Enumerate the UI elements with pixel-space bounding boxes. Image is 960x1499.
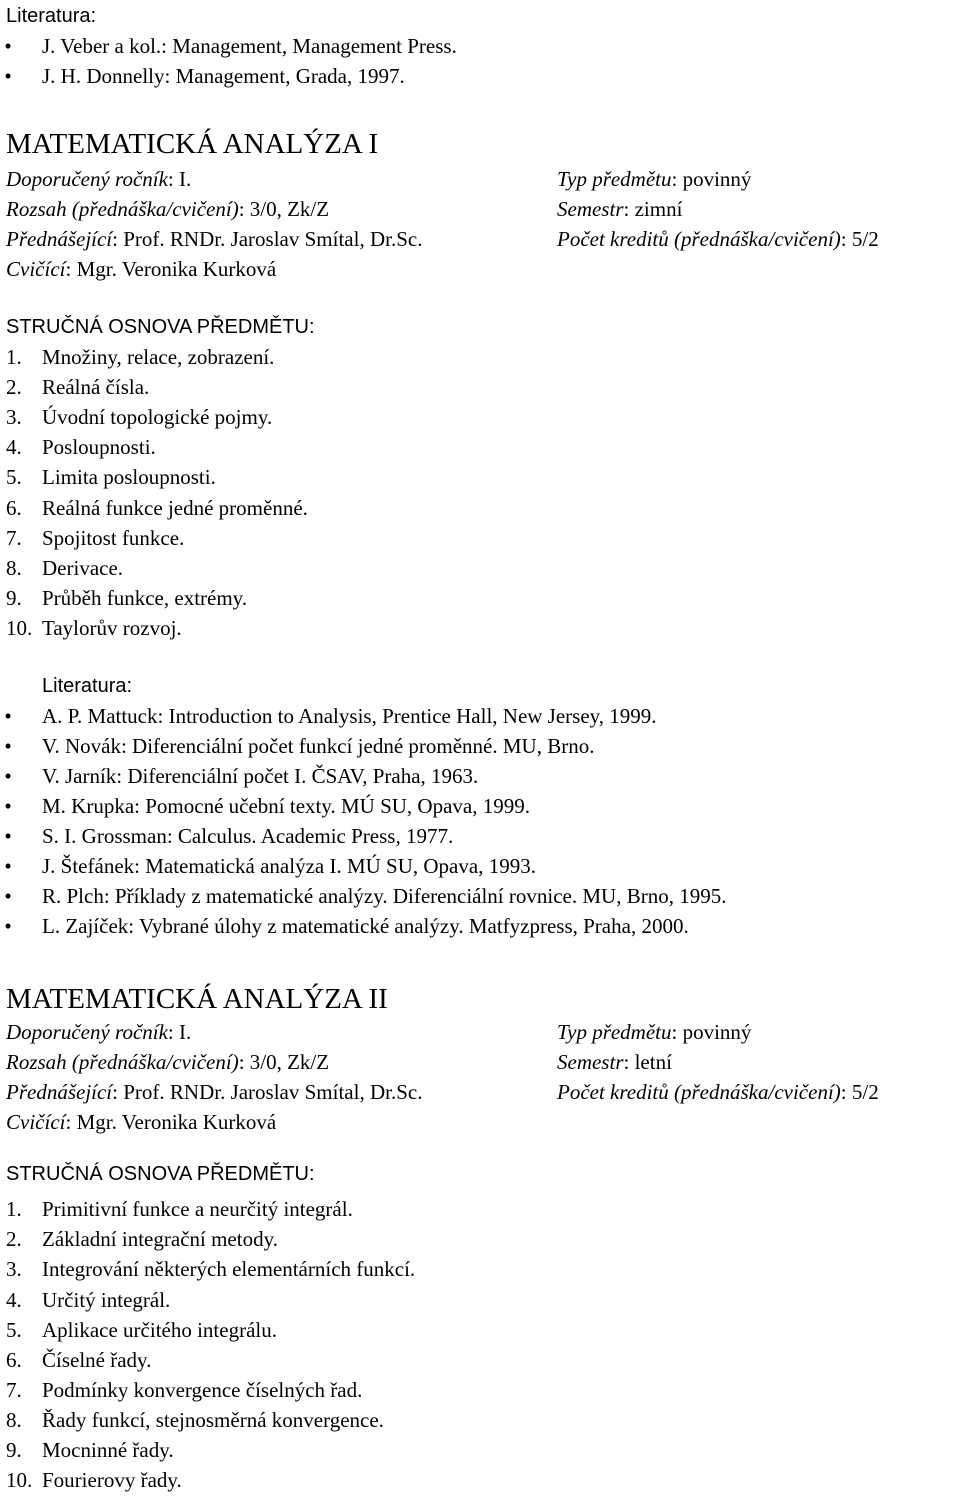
course2-credits: Počet kreditů (přednáška/cvičení): 5/2 bbox=[557, 1080, 879, 1104]
course2-outline-heading: STRUČNÁ OSNOVA PŘEDMĚTU: bbox=[6, 1163, 315, 1185]
outline-item: 6. Reálná funkce jedné proměnné. bbox=[6, 496, 308, 520]
list-item: • S. I. Grossman: Calculus. Academic Press, 1977. bbox=[4, 824, 454, 848]
course1-year: Doporučený ročník: I. bbox=[6, 167, 192, 191]
course2-range: Rozsah (přednáška/cvičení): 3/0, Zk/Z bbox=[6, 1050, 330, 1074]
course2-tutor: Cvičící: Mgr. Veronika Kurková bbox=[6, 1110, 277, 1134]
bullet-icon: • bbox=[4, 914, 12, 938]
outline-item: 8. Řady funkcí, stejnosměrná konvergence. bbox=[6, 1408, 384, 1432]
course2-lecturer: Přednášející: Prof. RNDr. Jaroslav Smítal, Dr.Sc. bbox=[6, 1080, 423, 1104]
outline-item: 10. Taylorův rozvoj. bbox=[6, 616, 182, 640]
outline-item: 3. Úvodní topologické pojmy. bbox=[6, 405, 273, 429]
course1-literature-heading: Literatura: bbox=[42, 675, 133, 697]
list-item: • L. Zajíček: Vybrané úlohy z matematické analýzy. Matfyzpress, Praha, 2000. bbox=[4, 914, 689, 938]
course2-type: Typ předmětu: povinný bbox=[557, 1020, 752, 1044]
outline-item: 5. Aplikace určitého integrálu. bbox=[6, 1318, 277, 1342]
bullet-icon: • bbox=[4, 794, 12, 818]
outline-item: 9. Mocninné řady. bbox=[6, 1438, 174, 1462]
list-item: • V. Novák: Diferenciální počet funkcí jedné proměnné. MU, Brno. bbox=[4, 734, 595, 758]
outline-item: 9. Průběh funkce, extrémy. bbox=[6, 586, 248, 610]
outline-item: 8. Derivace. bbox=[6, 556, 124, 580]
bullet-icon: • bbox=[4, 34, 12, 58]
outline-item: 6. Číselné řady. bbox=[6, 1348, 152, 1372]
bullet-icon: • bbox=[4, 64, 12, 88]
list-item: • V. Jarník: Diferenciální počet I. ČSAV, Praha, 1963. bbox=[4, 764, 479, 788]
outline-item: 4. Posloupnosti. bbox=[6, 435, 156, 459]
bullet-icon: • bbox=[4, 764, 12, 788]
bullet-icon: • bbox=[4, 854, 12, 878]
outline-item: 4. Určitý integrál. bbox=[6, 1288, 171, 1312]
course2-semester: Semestr: letní bbox=[557, 1050, 672, 1074]
list-item: • R. Plch: Příklady z matematické analýzy. Diferenciální rovnice. MU, Brno, 1995. bbox=[4, 884, 727, 908]
course1-semester: Semestr: zimní bbox=[557, 197, 683, 221]
bullet-icon: • bbox=[4, 884, 12, 908]
list-item: • J. Veber a kol.: Management, Management Press. bbox=[4, 34, 457, 58]
list-item: • J. Štefánek: Matematická analýza I. MÚ SU, Opava, 1993. bbox=[4, 854, 536, 878]
top-literature-heading: Literatura: bbox=[6, 5, 97, 27]
outline-item: 2. Základní integrační metody. bbox=[6, 1227, 278, 1251]
outline-item: 2. Reálná čísla. bbox=[6, 375, 150, 399]
outline-item: 1. Primitivní funkce a neurčitý integrál. bbox=[6, 1197, 353, 1221]
bullet-icon: • bbox=[4, 734, 12, 758]
outline-item: 1. Množiny, relace, zobrazení. bbox=[6, 345, 275, 369]
course1-lecturer: Přednášející: Prof. RNDr. Jaroslav Smítal, Dr.Sc. bbox=[6, 227, 423, 251]
course1-title: MATEMATICKÁ ANALÝZA I bbox=[6, 128, 379, 160]
list-item: • J. H. Donnelly: Management, Grada, 1997. bbox=[4, 64, 405, 88]
course1-outline-heading: STRUČNÁ OSNOVA PŘEDMĚTU: bbox=[6, 316, 315, 338]
course1-type: Typ předmětu: povinný bbox=[557, 167, 752, 191]
course1-range: Rozsah (přednáška/cvičení): 3/0, Zk/Z bbox=[6, 197, 330, 221]
outline-item: 7. Spojitost funkce. bbox=[6, 526, 185, 550]
bullet-icon: • bbox=[4, 824, 12, 848]
outline-item: 3. Integrování některých elementárních funkcí. bbox=[6, 1257, 416, 1281]
course1-credits: Počet kreditů (přednáška/cvičení): 5/2 bbox=[557, 227, 879, 251]
bullet-icon: • bbox=[4, 704, 12, 728]
list-item: • M. Krupka: Pomocné učební texty. MÚ SU, Opava, 1999. bbox=[4, 794, 530, 818]
course1-tutor: Cvičící: Mgr. Veronika Kurková bbox=[6, 257, 277, 281]
course2-year: Doporučený ročník: I. bbox=[6, 1020, 192, 1044]
outline-item: 10. Fourierovy řady. bbox=[6, 1468, 182, 1492]
outline-item: 5. Limita posloupnosti. bbox=[6, 465, 216, 489]
outline-item: 7. Podmínky konvergence číselných řad. bbox=[6, 1378, 363, 1402]
list-item: • A. P. Mattuck: Introduction to Analysis, Prentice Hall, New Jersey, 1999. bbox=[4, 704, 657, 728]
course2-title: MATEMATICKÁ ANALÝZA II bbox=[6, 983, 388, 1015]
